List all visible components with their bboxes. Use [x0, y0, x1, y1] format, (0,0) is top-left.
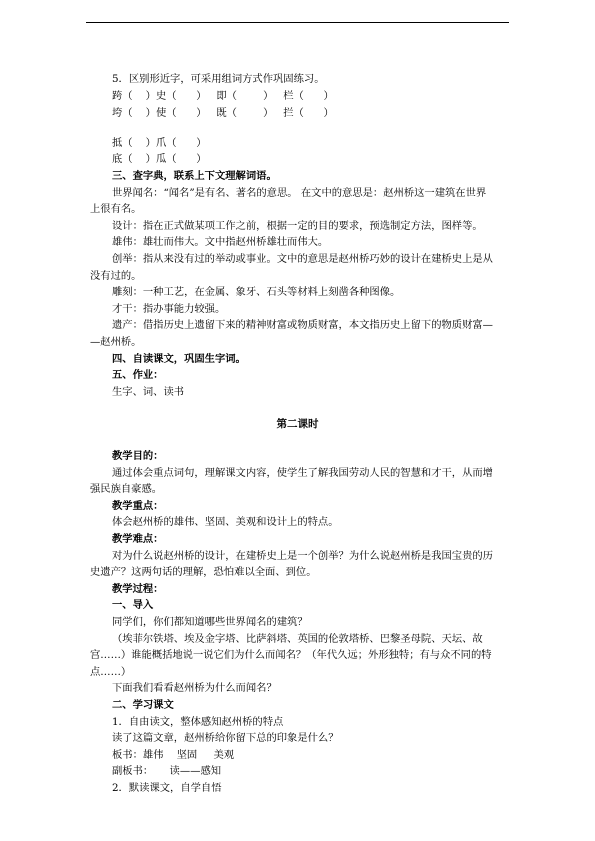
definition-chuangju: 创举：指从来没有过的举动或事业。文中的意思是赵州桥巧妙的设计在建桥史上是从: [112, 253, 493, 265]
lesson-2-title: 第二课时: [276, 418, 319, 430]
char-compare-row-3: 抵（ ）爪（ ）: [112, 137, 207, 149]
definition-shijie-wenming: 世界闻名：“闻名”是有名、著名的意思。 在文中的意思是：赵州桥这一建筑在世界: [112, 187, 487, 199]
section-4-heading: 四、自读课文，巩固生字词。: [112, 353, 246, 365]
teaching-goal-heading: 教学目的：: [112, 450, 164, 462]
teaching-key-heading: 教学重点：: [112, 500, 164, 512]
step-1-examples: （埃菲尔铁塔、埃及金字塔、比萨斜塔、英国的伦敦塔桥、巴黎圣母院、天坛、故: [112, 633, 483, 645]
definition-yichan: 遗产：借指历史上遗留下来的精神财富或物质财富，本文指历史上留下的物质财富—: [112, 319, 493, 331]
teaching-difficulty-body: 对为什么说赵州桥的设计，在建桥史上是一个创举？为什么说赵州桥是我国宝贵的历: [112, 550, 493, 562]
teaching-difficulty-body-cont: 史遗产？这两句话的理解，恐怕难以全面、到位。: [90, 566, 317, 578]
step-2-item-2: 2．默读课文，自学自悟: [112, 782, 222, 794]
header-rule: [86, 22, 509, 23]
definition-yichan-cont: —赵州桥。: [90, 336, 142, 348]
exercise-item-5: 5．区别形近字，可采用组词方式作巩固练习。: [112, 73, 325, 85]
definition-sheji: 设计：指在正式做某项工作之前，根据一定的目的要求，预选制定方法，图样等。: [112, 220, 483, 232]
homework-body: 生字、词、读书: [112, 386, 185, 398]
teaching-difficulty-heading: 教学难点：: [112, 533, 164, 545]
teaching-goal-body-cont: 强民族自豪感。: [90, 483, 163, 495]
teaching-process-heading: 教学过程：: [112, 583, 164, 595]
step-1-transition: 下面我们看看赵州桥为什么而闻名？: [112, 682, 277, 694]
step-2-heading: 二、学习课文: [112, 699, 174, 711]
char-compare-row-1: 跨（ ）史（ ） 即（ ） 栏（ ）: [112, 90, 334, 102]
section-5-heading: 五、作业：: [112, 369, 164, 381]
step-1-heading: 一、导入: [112, 599, 154, 611]
sub-board-writing: 副板书： 读——感知: [112, 765, 222, 777]
board-writing: 板书：雄伟 坚固 美观: [112, 749, 235, 761]
teaching-key-body: 体会赵州桥的雄伟、坚固、美观和设计上的特点。: [112, 516, 339, 528]
char-compare-row-4: 底（ ）瓜（ ）: [112, 153, 207, 165]
definition-chuangju-cont: 没有过的。: [90, 270, 142, 282]
definition-xiongwei: 雄伟：雄壮而伟大。文中指赵州桥雄壮而伟大。: [112, 236, 329, 248]
char-compare-row-2: 垮（ ）使（ ） 既（ ） 拦（ ）: [112, 107, 334, 119]
step-2-question: 读了这篇文章，赵州桥给你留下总的印象是什么？: [112, 732, 339, 744]
step-1-question: 同学们，你们都知道哪些世界闻名的建筑？: [112, 616, 308, 628]
teaching-goal-body: 通过体会重点词句，理解课文内容，使学生了解我国劳动人民的智慧和才干，从而增: [112, 467, 493, 479]
step-2-item-1: 1．自由读文，整体感知赵州桥的特点: [112, 716, 284, 728]
definition-diaoke: 雕刻：一种工艺，在金属、象牙、石头等材料上刻凿各种图像。: [112, 286, 401, 298]
definition-shijie-wenming-cont: 上很有名。: [90, 203, 142, 215]
step-1-examples-end: 点……）: [90, 666, 132, 678]
step-1-examples-cont: 宫……）谁能概括地说一说它们为什么而闻名？（年代久远；外形独特；有与众不同的特: [90, 649, 492, 661]
definition-caigan: 才干：指办事能力较强。: [112, 303, 226, 315]
section-3-heading: 三、查字典，联系上下文理解词语。: [112, 170, 277, 182]
